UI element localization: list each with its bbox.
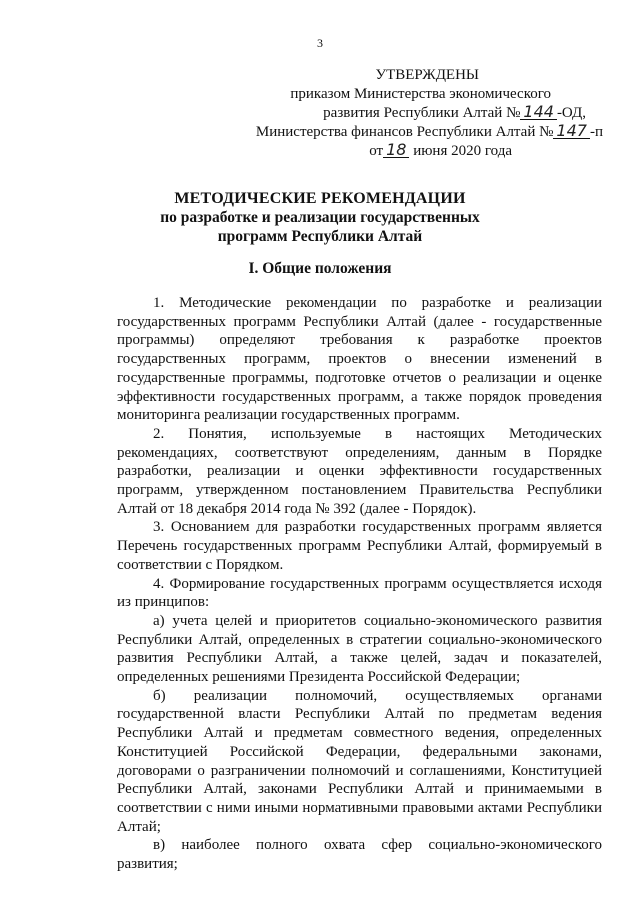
page-number: 3 xyxy=(317,36,323,50)
approval-ministry-finance-line xyxy=(223,123,603,142)
approval-date-line xyxy=(223,142,603,161)
paragraph-2: 2. Понятия, используемые в настоящих Методических рекомендациях, соответствуют определениям, данным в Порядке разработки, реализации и оценки эффективности государственных программ, утвержденном постановлением Правительства Республики Алтай от 18 декабря 2014 года № 392 (далее - Порядок). xyxy=(117,425,602,517)
paragraph-3: 3. Основанием для разработки государственных программ является Перечень государственных программ Республики Алтай, формируемый в соответствии с Порядком. xyxy=(117,519,602,573)
section-heading: I. Общие положения xyxy=(248,260,392,277)
document-title-line-2: по разработке и реализации государственных xyxy=(160,209,480,226)
document-title xyxy=(0,189,640,246)
approval-line3-suffix: -п xyxy=(589,124,603,140)
approval-ministry-economy-line xyxy=(223,104,603,123)
approval-stamp-block xyxy=(223,66,603,161)
approval-date-prefix: от xyxy=(369,143,384,159)
approval-line2-prefix: развития Республики Алтай № xyxy=(323,105,521,121)
handwritten-order-number-1: 144 xyxy=(520,104,557,120)
approval-date-suffix: июня 2020 года xyxy=(409,143,512,159)
approval-line2-suffix: -ОД, xyxy=(556,105,586,121)
paragraph-1: 1. Методические рекомендации по разработке и реализации государственных программ Республики Алтай (далее - государственные программы) определяют требования к разработке проектов государственных программ, проектов о внесении изменений в государственные программы, подготовке отчетов о реализации и оценке эффективности государственных программ, а также порядок проведения мониторинга реализации государственных программ. xyxy=(117,295,602,424)
paragraph-4: 4. Формирование государственных программ осуществляется исходя из принципов: xyxy=(117,575,602,611)
handwritten-date-day: 18 xyxy=(383,142,409,158)
paragraph-4c: в) наиболее полного охвата сфер социально-экономического развития; xyxy=(117,837,602,873)
paragraph-4b: б) реализации полномочий, осуществляемых органами государственной власти Республики Алтай по предметам ведения Республики Алтай и предметам совместного ведения, определенных Конституцией Российской Федерации, федеральными законами, договорами о разграничении полномочий и соглашениями, Конституцией Республики Алтай, законами Республики Алтай и принимаемыми в соответствии с ними иными нормативными правовыми актами Республики Алтай; xyxy=(117,687,602,835)
paragraph-4a: а) учета целей и приоритетов социально-экономического развития Республики Алтай, определенных в стратегии социально-экономического развития Республики Алтай, а также целей, задач и показателей, определенных решениями Президента Российской Федерации; xyxy=(117,612,602,686)
approval-line3-prefix: Министерства финансов Республики Алтай № xyxy=(255,124,554,140)
approval-title: УТВЕРЖДЕНЫ xyxy=(375,67,479,83)
document-title-line-1: МЕТОДИЧЕСКИЕ РЕКОМЕНДАЦИИ xyxy=(174,190,466,207)
handwritten-order-number-2: 147 xyxy=(553,123,590,139)
document-body xyxy=(117,294,602,874)
approval-order-line: приказом Министерства экономического xyxy=(290,86,551,102)
document-title-line-3: программ Республики Алтай xyxy=(217,228,423,245)
